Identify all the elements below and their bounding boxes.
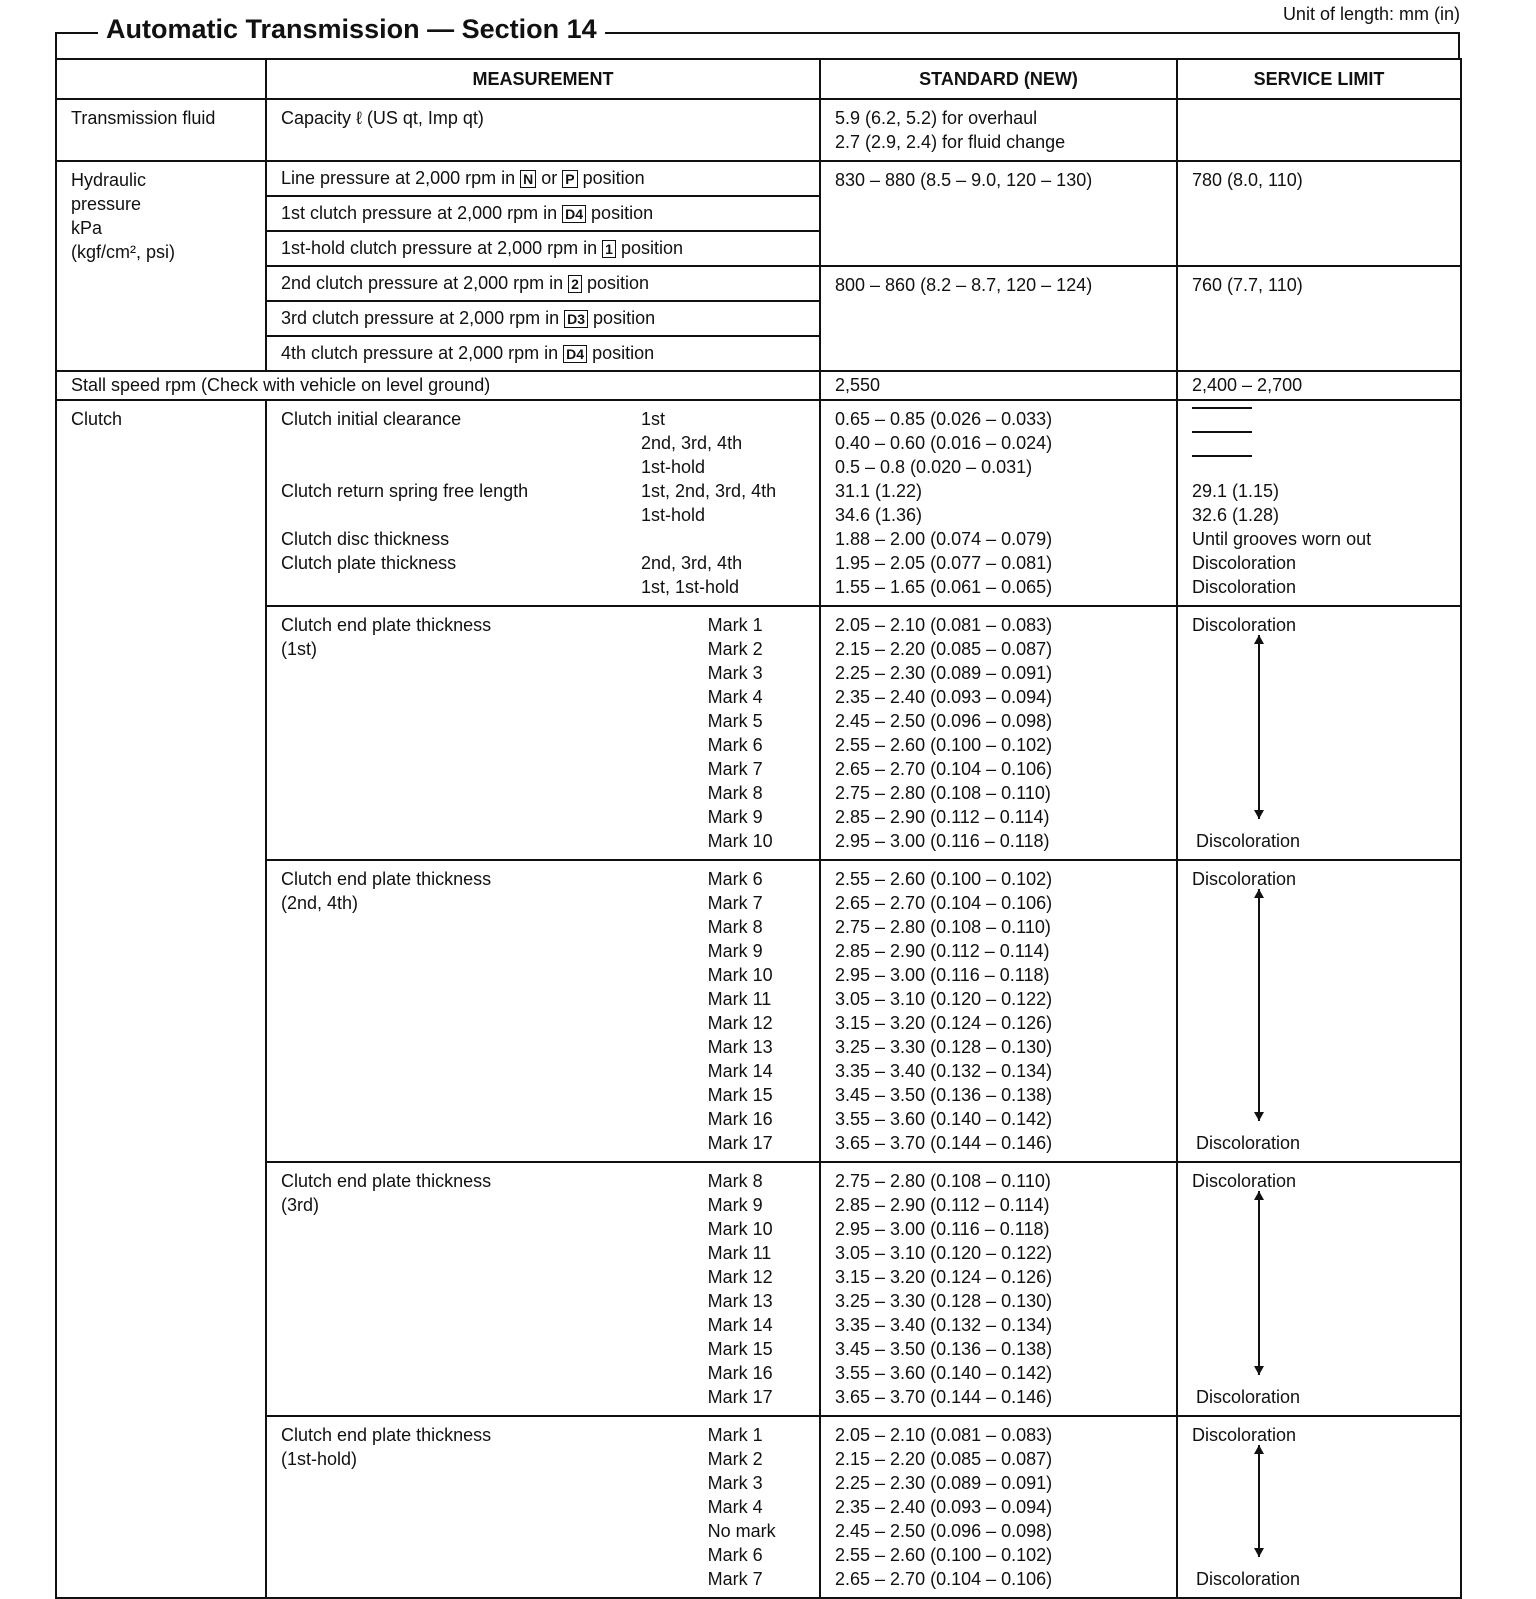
clutch-general-line	[281, 407, 805, 431]
end-plate-title	[281, 939, 708, 963]
mark-line	[281, 685, 805, 709]
clutch-label: Clutch	[56, 400, 266, 1598]
mark-line	[281, 963, 805, 987]
mark-standard: 2.25 – 2.30 (0.089 – 0.091)	[835, 1473, 1053, 1493]
mark-standard: 2.65 – 2.70 (0.104 – 0.106)	[835, 1569, 1053, 1589]
mark-standard: 2.85 – 2.90 (0.112 – 0.114)	[835, 941, 1050, 961]
mark-label: Mark 9	[707, 807, 763, 827]
end-plate-title: (1st)	[281, 639, 317, 659]
mark-label: Mark 7	[707, 759, 763, 779]
mark-line	[281, 829, 805, 853]
mark-label: Mark 6	[707, 1545, 763, 1565]
end-plate-title	[281, 757, 708, 781]
end-plate-title	[281, 1107, 708, 1131]
mark-standard: 3.65 – 3.70 (0.144 – 0.146)	[835, 1387, 1053, 1407]
item-label: Clutch initial clearance	[281, 409, 462, 429]
mark-label: Mark 4	[707, 687, 763, 707]
mark-label: Mark 1	[707, 615, 763, 635]
end-plate-title	[281, 1083, 708, 1107]
mark-line	[281, 1471, 805, 1495]
mark-label: Mark 14	[707, 1315, 773, 1335]
mark-line	[281, 1519, 805, 1543]
item-standard: 1.88 – 2.00 (0.074 – 0.079)	[835, 529, 1053, 549]
mark-standard: 2.15 – 2.20 (0.085 – 0.087)	[835, 639, 1053, 659]
limit-top: Discoloration	[1192, 615, 1297, 635]
end-plate-title	[281, 1011, 708, 1035]
item-sub: 1st, 2nd, 3rd, 4th	[641, 481, 777, 501]
mark-line	[281, 891, 805, 915]
mark-standard: 3.55 – 3.60 (0.140 – 0.142)	[835, 1363, 1053, 1383]
fluid-standard-change: 2.7 (2.9, 2.4) for fluid change	[835, 132, 1066, 152]
mark-label: Mark 15	[707, 1339, 773, 1359]
mark-label: Mark 13	[707, 1037, 773, 1057]
item-label: Clutch plate thickness	[281, 553, 457, 573]
hydraulic-measurement	[266, 301, 820, 336]
mark-label: Mark 10	[707, 1219, 773, 1239]
shift-position-icon: N	[520, 170, 536, 188]
item-label: Clutch disc thickness	[281, 529, 450, 549]
item-limit: Until grooves worn out	[1192, 529, 1372, 549]
mark-label: Mark 8	[707, 783, 763, 803]
end-plate-title	[281, 661, 708, 685]
end-plate-title	[281, 685, 708, 709]
shift-position-icon: 2	[568, 275, 582, 293]
end-plate-title	[281, 963, 708, 987]
end-plate-title	[281, 1035, 708, 1059]
range-arrow-icon	[1258, 889, 1260, 1121]
end-plate-title	[281, 1519, 708, 1543]
shift-position-icon: D4	[562, 205, 586, 223]
end-plate-title	[281, 1495, 708, 1519]
mark-line	[281, 1423, 805, 1447]
range-arrow-icon	[1258, 635, 1260, 819]
end-plate-group	[56, 1162, 1461, 1416]
mark-standard: 2.75 – 2.80 (0.108 – 0.110)	[835, 917, 1051, 937]
end-plate-title: (2nd, 4th)	[281, 893, 359, 913]
header-row	[56, 59, 1461, 99]
measurement-text: Line pressure at 2,000 rpm in	[281, 168, 521, 188]
mark-line	[281, 939, 805, 963]
mark-line	[281, 1011, 805, 1035]
item-standard: 0.5 – 0.8 (0.020 – 0.031)	[835, 457, 1033, 477]
spec-table	[55, 58, 1462, 1599]
mark-standard: 3.35 – 3.40 (0.132 – 0.134)	[835, 1061, 1053, 1081]
mark-label: Mark 11	[707, 989, 772, 1009]
end-plate-limit	[1177, 1416, 1461, 1598]
item-label: Clutch return spring free length	[281, 481, 529, 501]
mark-standard: 3.25 – 3.30 (0.128 – 0.130)	[835, 1291, 1053, 1311]
mark-label: Mark 6	[707, 735, 763, 755]
header-measurement: MEASUREMENT	[266, 59, 820, 99]
end-plate-title	[281, 733, 708, 757]
measurement-text: 2nd clutch pressure at 2,000 rpm in	[281, 273, 569, 293]
clutch-general-line	[281, 503, 805, 527]
item-sub: 1st-hold	[641, 457, 706, 477]
mark-label: Mark 10	[707, 831, 773, 851]
end-plate-standard	[820, 860, 1177, 1162]
mark-standard: 2.55 – 2.60 (0.100 – 0.102)	[835, 735, 1053, 755]
mark-line	[281, 1035, 805, 1059]
mark-line	[281, 1385, 805, 1409]
mark-line	[281, 1495, 805, 1519]
clutch-general-standard	[820, 400, 1177, 606]
mark-label: Mark 9	[707, 1195, 763, 1215]
hydraulic-label-line: Hydraulic	[71, 170, 147, 190]
mark-line	[281, 709, 805, 733]
end-plate-title	[281, 805, 708, 829]
mark-label: Mark 11	[707, 1243, 772, 1263]
hydraulic-limit: 780 (8.0, 110)	[1177, 161, 1461, 266]
mark-line	[281, 1241, 805, 1265]
limit-bottom: Discoloration	[1196, 831, 1301, 851]
mark-label: Mark 6	[707, 869, 763, 889]
clutch-general-line	[281, 527, 805, 551]
measurement-text: position	[615, 238, 684, 258]
clutch-general-line	[281, 551, 805, 575]
mark-label: Mark 2	[707, 1449, 763, 1469]
end-plate-title: (3rd)	[281, 1195, 320, 1215]
unit-note: Unit of length: mm (in)	[1282, 4, 1460, 24]
mark-line	[281, 1193, 805, 1217]
mark-line	[281, 781, 805, 805]
measurement-text: position	[581, 273, 649, 293]
hydraulic-measurement	[266, 266, 820, 301]
range-arrow-icon	[1258, 1445, 1260, 1557]
hydraulic-standard: 830 – 880 (8.5 – 9.0, 120 – 130)	[820, 161, 1177, 266]
hydraulic-label-line: pressure	[71, 194, 142, 214]
mark-label: Mark 7	[707, 893, 763, 913]
mark-line	[281, 1059, 805, 1083]
mark-standard: 2.15 – 2.20 (0.085 – 0.087)	[835, 1449, 1053, 1469]
mark-standard: 3.55 – 3.60 (0.140 – 0.142)	[835, 1109, 1053, 1129]
mark-standard: 2.45 – 2.50 (0.096 – 0.098)	[835, 1521, 1053, 1541]
mark-standard: 3.35 – 3.40 (0.132 – 0.134)	[835, 1315, 1053, 1335]
stall-row	[56, 371, 1461, 400]
fluid-limit	[1177, 99, 1461, 161]
limit-top: Discoloration	[1192, 869, 1297, 889]
mark-standard: 2.95 – 3.00 (0.116 – 0.118)	[835, 831, 1050, 851]
mark-label: Mark 1	[707, 1425, 763, 1445]
clutch-general-line	[281, 479, 805, 503]
stall-standard: 2,550	[820, 371, 1177, 400]
measurement-text: 3rd clutch pressure at 2,000 rpm in	[281, 308, 565, 328]
header-standard: STANDARD (NEW)	[820, 59, 1177, 99]
hydraulic-label-line: kPa	[71, 218, 103, 238]
mark-standard: 2.85 – 2.90 (0.112 – 0.114)	[835, 807, 1050, 827]
mark-label: Mark 8	[707, 917, 763, 937]
item-label	[281, 431, 641, 455]
mark-standard: 3.65 – 3.70 (0.144 – 0.146)	[835, 1133, 1053, 1153]
mark-line	[281, 915, 805, 939]
end-plate-title	[281, 781, 708, 805]
mark-line	[281, 661, 805, 685]
end-plate-title	[281, 1289, 708, 1313]
mark-label: Mark 17	[707, 1133, 773, 1153]
mark-line	[281, 1083, 805, 1107]
limit-top: Discoloration	[1192, 1425, 1297, 1445]
end-plate-title: Clutch end plate thickness	[281, 1425, 492, 1445]
end-plate-title	[281, 1543, 708, 1567]
mark-label: Mark 16	[707, 1363, 773, 1383]
hydraulic-row	[56, 161, 1461, 196]
end-plate-limit	[1177, 606, 1461, 860]
dash-mark	[1192, 431, 1252, 455]
end-plate-measurement	[266, 606, 820, 860]
dash-mark	[1192, 455, 1252, 479]
clutch-general-line	[281, 431, 805, 455]
measurement-text: 1st clutch pressure at 2,000 rpm in	[281, 203, 563, 223]
mark-line	[281, 757, 805, 781]
item-standard: 1.95 – 2.05 (0.077 – 0.081)	[835, 553, 1053, 573]
end-plate-measurement	[266, 1162, 820, 1416]
fluid-row	[56, 99, 1461, 161]
fluid-standard	[820, 99, 1177, 161]
end-plate-group	[56, 606, 1461, 860]
mark-standard: 2.35 – 2.40 (0.093 – 0.094)	[835, 1497, 1053, 1517]
mark-standard: 2.95 – 3.00 (0.116 – 0.118)	[835, 1219, 1050, 1239]
mark-line	[281, 1337, 805, 1361]
item-sub: 2nd, 3rd, 4th	[641, 553, 743, 573]
frame-corner-left	[55, 32, 57, 58]
end-plate-title	[281, 1217, 708, 1241]
mark-standard: 3.25 – 3.30 (0.128 – 0.130)	[835, 1037, 1053, 1057]
mark-line	[281, 1265, 805, 1289]
mark-label: Mark 7	[707, 1569, 763, 1589]
measurement-text: 4th clutch pressure at 2,000 rpm in	[281, 343, 564, 363]
mark-standard: 2.75 – 2.80 (0.108 – 0.110)	[835, 783, 1051, 803]
end-plate-title	[281, 1337, 708, 1361]
mark-line	[281, 1567, 805, 1591]
mark-standard: 3.05 – 3.10 (0.120 – 0.122)	[835, 989, 1053, 1009]
item-label	[281, 575, 641, 599]
mark-line	[281, 613, 805, 637]
mark-label: Mark 17	[707, 1387, 773, 1407]
mark-label: Mark 15	[707, 1085, 773, 1105]
mark-line	[281, 987, 805, 1011]
end-plate-title	[281, 1241, 708, 1265]
mark-line	[281, 805, 805, 829]
end-plate-measurement	[266, 860, 820, 1162]
clutch-general-measurement	[266, 400, 820, 606]
header-limit: SERVICE LIMIT	[1177, 59, 1461, 99]
limit-bottom: Discoloration	[1196, 1569, 1301, 1589]
mark-label: Mark 8	[707, 1171, 763, 1191]
shift-position-icon: D3	[564, 310, 588, 328]
mark-label: Mark 12	[707, 1267, 773, 1287]
end-plate-title: (1st-hold)	[281, 1449, 358, 1469]
fluid-label: Transmission fluid	[56, 99, 266, 161]
mark-label: Mark 12	[707, 1013, 773, 1033]
limit-bottom: Discoloration	[1196, 1133, 1301, 1153]
mark-line	[281, 1289, 805, 1313]
end-plate-title: Clutch end plate thickness	[281, 1171, 492, 1191]
hydraulic-measurement	[266, 336, 820, 371]
mark-standard: 2.25 – 2.30 (0.089 – 0.091)	[835, 663, 1053, 683]
shift-position-icon: 1	[602, 240, 616, 258]
hydraulic-standard: 800 – 860 (8.2 – 8.7, 120 – 124)	[820, 266, 1177, 371]
mark-label: Mark 16	[707, 1109, 773, 1129]
section-title: Automatic Transmission — Section 14	[98, 14, 605, 45]
mark-line	[281, 637, 805, 661]
mark-standard: 2.75 – 2.80 (0.108 – 0.110)	[835, 1171, 1051, 1191]
mark-line	[281, 1313, 805, 1337]
fluid-measurement: Capacity ℓ (US qt, Imp qt)	[266, 99, 820, 161]
end-plate-title	[281, 1361, 708, 1385]
mark-standard: 2.35 – 2.40 (0.093 – 0.094)	[835, 687, 1053, 707]
end-plate-group	[56, 860, 1461, 1162]
no-limit-dash	[1192, 431, 1446, 455]
end-plate-standard	[820, 1162, 1177, 1416]
mark-standard: 3.45 – 3.50 (0.136 – 0.138)	[835, 1339, 1053, 1359]
item-limit: 29.1 (1.15)	[1192, 481, 1280, 501]
limit-bottom: Discoloration	[1196, 1387, 1301, 1407]
end-plate-title	[281, 915, 708, 939]
mark-line	[281, 1543, 805, 1567]
shift-position-icon: D4	[563, 345, 587, 363]
end-plate-measurement	[266, 1416, 820, 1598]
hydraulic-measurement	[266, 161, 820, 196]
mark-standard: 2.55 – 2.60 (0.100 – 0.102)	[835, 869, 1053, 889]
end-plate-title	[281, 1265, 708, 1289]
dash-mark	[1192, 407, 1252, 431]
hydraulic-row	[56, 266, 1461, 301]
measurement-text: position	[588, 308, 656, 328]
end-plate-group	[56, 1416, 1461, 1598]
fluid-standard-overhaul: 5.9 (6.2, 5.2) for overhaul	[835, 108, 1038, 128]
mark-line	[281, 1361, 805, 1385]
end-plate-title: Clutch end plate thickness	[281, 615, 492, 635]
item-standard: 1.55 – 1.65 (0.061 – 0.065)	[835, 577, 1053, 597]
item-standard: 34.6 (1.36)	[835, 505, 923, 525]
mark-label: Mark 3	[707, 663, 763, 683]
mark-line	[281, 1169, 805, 1193]
frame-corner-right	[1458, 32, 1460, 58]
item-limit: Discoloration	[1192, 577, 1297, 597]
end-plate-limit	[1177, 860, 1461, 1162]
item-sub: 1st-hold	[641, 505, 706, 525]
no-limit-dash	[1192, 407, 1446, 431]
mark-standard: 2.55 – 2.60 (0.100 – 0.102)	[835, 1545, 1053, 1565]
mark-label: Mark 5	[707, 711, 763, 731]
item-standard: 31.1 (1.22)	[835, 481, 923, 501]
item-label	[281, 503, 641, 527]
item-standard: 0.65 – 0.85 (0.026 – 0.033)	[835, 409, 1053, 429]
mark-line	[281, 867, 805, 891]
mark-standard: 2.05 – 2.10 (0.081 – 0.083)	[835, 615, 1053, 635]
no-limit-dash	[1192, 455, 1446, 479]
mark-standard: 2.45 – 2.50 (0.096 – 0.098)	[835, 711, 1053, 731]
hydraulic-measurement	[266, 196, 820, 231]
end-plate-title	[281, 709, 708, 733]
end-plate-title	[281, 1385, 708, 1409]
mark-standard: 2.85 – 2.90 (0.112 – 0.114)	[835, 1195, 1050, 1215]
mark-label: Mark 3	[707, 1473, 763, 1493]
end-plate-title	[281, 1567, 708, 1591]
stall-limit: 2,400 – 2,700	[1177, 371, 1461, 400]
mark-line	[281, 1447, 805, 1471]
item-sub: 2nd, 3rd, 4th	[641, 433, 743, 453]
mark-label: Mark 14	[707, 1061, 773, 1081]
range-arrow-icon	[1258, 1191, 1260, 1375]
header-blank	[56, 59, 266, 99]
hydraulic-measurement	[266, 231, 820, 266]
limit-top: Discoloration	[1192, 1171, 1297, 1191]
measurement-text: or	[536, 168, 563, 188]
mark-line	[281, 1217, 805, 1241]
mark-standard: 2.65 – 2.70 (0.104 – 0.106)	[835, 893, 1053, 913]
mark-label: Mark 2	[707, 639, 763, 659]
measurement-text: position	[586, 203, 654, 223]
mark-standard: 3.15 – 3.20 (0.124 – 0.126)	[835, 1267, 1053, 1287]
end-plate-title	[281, 987, 708, 1011]
measurement-text: position	[577, 168, 645, 188]
stall-label: Stall speed rpm (Check with vehicle on level ground)	[56, 371, 820, 400]
mark-line	[281, 1107, 805, 1131]
hydraulic-label-line: (kgf/cm², psi)	[71, 242, 176, 262]
end-plate-limit	[1177, 1162, 1461, 1416]
clutch-general-limit	[1177, 400, 1461, 606]
end-plate-title	[281, 1059, 708, 1083]
clutch-general-line	[281, 575, 805, 599]
end-plate-title	[281, 1313, 708, 1337]
mark-standard: 3.05 – 3.10 (0.120 – 0.122)	[835, 1243, 1053, 1263]
mark-label: Mark 10	[707, 965, 773, 985]
measurement-text: position	[587, 343, 655, 363]
mark-standard: 3.15 – 3.20 (0.124 – 0.126)	[835, 1013, 1053, 1033]
item-label	[281, 455, 641, 479]
clutch-general-line	[281, 455, 805, 479]
mark-standard: 3.45 – 3.50 (0.136 – 0.138)	[835, 1085, 1053, 1105]
item-standard: 0.40 – 0.60 (0.016 – 0.024)	[835, 433, 1053, 453]
mark-standard: 2.95 – 3.00 (0.116 – 0.118)	[835, 965, 1050, 985]
mark-label: No mark	[707, 1521, 776, 1541]
end-plate-standard	[820, 1416, 1177, 1598]
shift-position-icon: P	[562, 170, 577, 188]
item-sub: 1st, 1st-hold	[641, 577, 740, 597]
item-limit: 32.6 (1.28)	[1192, 505, 1280, 525]
mark-line	[281, 1131, 805, 1155]
item-sub: 1st	[641, 409, 666, 429]
measurement-text: 1st-hold clutch pressure at 2,000 rpm in	[281, 238, 603, 258]
end-plate-title: Clutch end plate thickness	[281, 869, 492, 889]
item-sub	[641, 527, 801, 551]
mark-standard: 2.65 – 2.70 (0.104 – 0.106)	[835, 759, 1053, 779]
hydraulic-label	[56, 161, 266, 371]
end-plate-standard	[820, 606, 1177, 860]
mark-label: Mark 4	[707, 1497, 763, 1517]
mark-label: Mark 9	[707, 941, 763, 961]
clutch-general-row	[56, 400, 1461, 606]
end-plate-title	[281, 1131, 708, 1155]
mark-standard: 2.05 – 2.10 (0.081 – 0.083)	[835, 1425, 1053, 1445]
end-plate-title	[281, 829, 708, 853]
hydraulic-limit: 760 (7.7, 110)	[1177, 266, 1461, 371]
end-plate-title	[281, 1471, 708, 1495]
item-limit: Discoloration	[1192, 553, 1297, 573]
mark-label: Mark 13	[707, 1291, 773, 1311]
mark-line	[281, 733, 805, 757]
